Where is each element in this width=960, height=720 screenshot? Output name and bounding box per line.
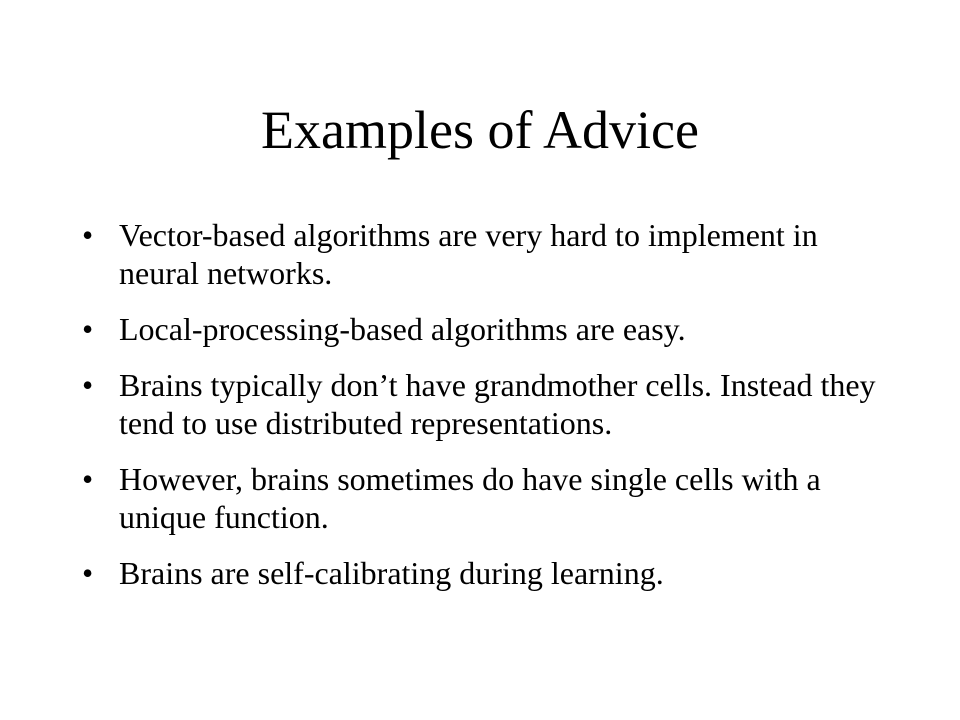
bullet-item bbox=[82, 310, 882, 348]
bullet-icon: • bbox=[82, 217, 94, 253]
slide-title: Examples of Advice bbox=[261, 100, 699, 160]
bullet-icon: • bbox=[82, 311, 94, 347]
bullet-list bbox=[82, 216, 882, 610]
bullet-icon: • bbox=[82, 461, 94, 497]
bullet-text: Brains typically don’t have grandmother cells. Instead they tend to use distributed representations. bbox=[119, 367, 876, 441]
bullet-item bbox=[82, 460, 882, 536]
bullet-item bbox=[82, 366, 882, 442]
bullet-text: However, brains sometimes do have single cells with a unique function. bbox=[119, 461, 821, 535]
bullet-icon: • bbox=[82, 367, 94, 403]
bullet-icon: • bbox=[82, 555, 94, 591]
bullet-item bbox=[82, 216, 882, 292]
bullet-text: Brains are self-calibrating during learning. bbox=[119, 555, 664, 591]
bullet-item bbox=[82, 554, 882, 592]
bullet-text: Local-processing-based algorithms are easy. bbox=[119, 311, 686, 347]
bullet-text: Vector-based algorithms are very hard to implement in neural networks. bbox=[119, 217, 818, 291]
